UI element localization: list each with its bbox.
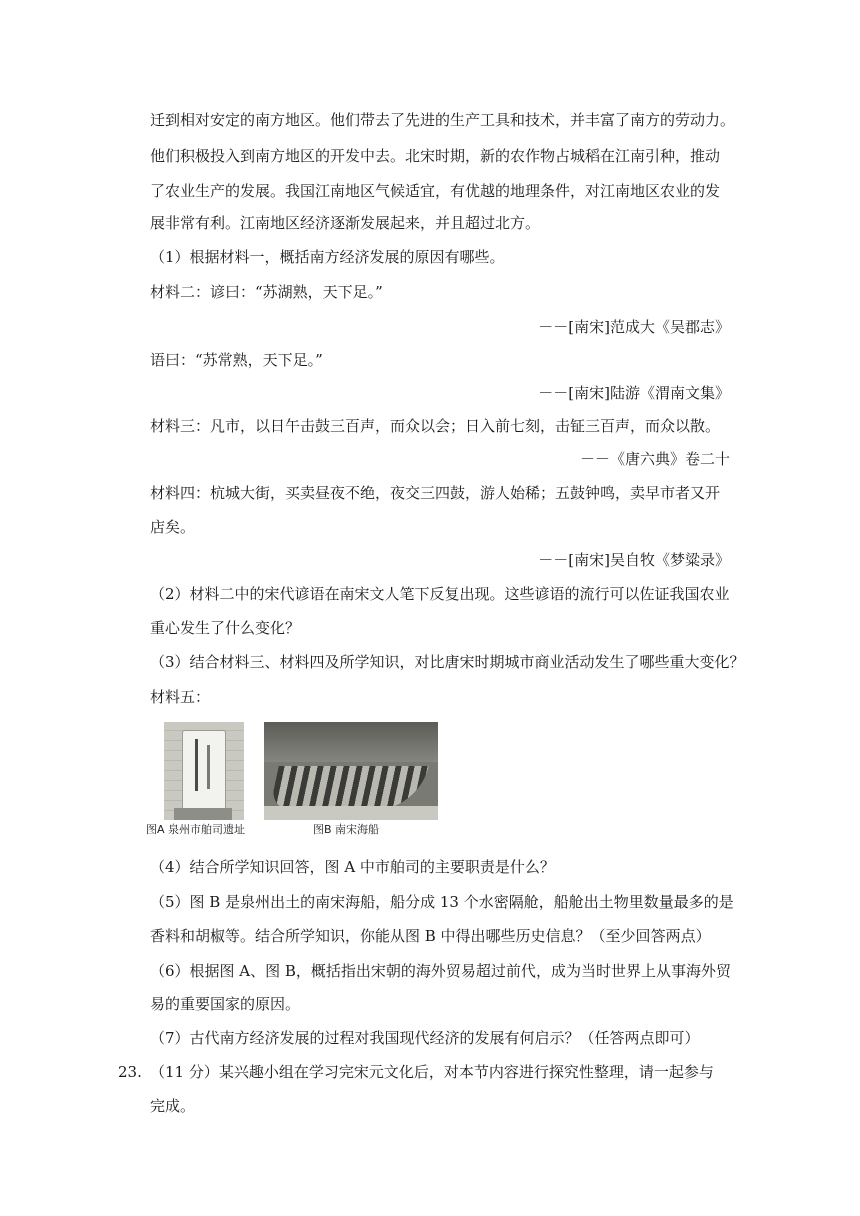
text-line: 语曰：“苏常熟，天下足。” [150,351,323,369]
question-3: （3）结合材料三、材料四及所学知识，对比唐宋时期城市商业活动发生了哪些重大变化？ [150,653,745,671]
question-23: （11 分）某兴趣小组在学习完宋元文化后，对本节内容进行探究性整理，请一起参与 [150,1063,714,1081]
figure-b-caption: 图B 南宋海船 [313,823,380,836]
source-citation: －－[南宋]陆游《渭南文集》 [538,384,730,402]
question-1: （1）根据材料一，概括南方经济发展的原因有哪些。 [150,248,505,266]
question-number: 23. [118,1063,142,1081]
text-line: 香料和胡椒等。结合所学知识，你能从图 B 中得出哪些历史信息？（至少回答两点） [150,927,711,945]
material-2: 材料二：谚曰：“苏湖熟，天下足。” [150,283,383,301]
material-3: 材料三：凡市，以日午击鼓三百声，而众以会；日入前七刻，击钲三百声，而众以散。 [150,417,721,435]
figure-a-stele-image [164,722,244,820]
text-line: 易的重要国家的原因。 [150,995,301,1013]
source-citation: －－《唐六典》卷二十 [579,450,730,468]
question-2: （2）材料二中的宋代谚语在南宋文人笔下反复出现。这些谚语的流行可以佐证我国农业 [150,585,730,603]
figure-b-ship-image [264,722,438,820]
source-citation: －－[南宋]吴自牧《梦粱录》 [538,551,730,569]
question-7: （7）古代南方经济发展的过程对我国现代经济的发展有何启示？（任答两点即可） [150,1029,700,1047]
question-6: （6）根据图 A、图 B，概括指出宋朝的海外贸易超过前代，成为当时世界上从事海外贸 [150,962,731,980]
material-5: 材料五： [150,688,211,706]
text-line: 店矣。 [150,518,196,536]
text-line: 重心发生了什么变化？ [150,619,301,637]
text-line: 迁到相对安定的南方地区。他们带去了先进的生产工具和技术，并丰富了南方的劳动力。 [150,111,736,129]
figure-a-caption: 图A 泉州市舶司遗址 [146,823,246,836]
text-line: 他们积极投入到南方地区的开发中去。北宋时期，新的农作物占城稻在江南引种，推动 [150,147,721,165]
question-4: （4）结合所学知识回答，图 A 中市舶司的主要职责是什么？ [150,858,555,876]
text-line: 展非常有利。江南地区经济逐渐发展起来，并且超过北方。 [150,214,541,232]
text-line: 完成。 [150,1097,196,1115]
source-citation: －－[南宋]范成大《吴郡志》 [538,318,730,336]
question-5: （5）图 B 是泉州出土的南宋海船，船分成 13 个水密隔舱，船舱出土物里数量最多的是 [150,893,734,911]
text-line: 了农业生产的发展。我国江南地区气候适宜，有优越的地理条件，对江南地区农业的发 [150,182,721,200]
material-4: 材料四：杭城大街，买卖昼夜不绝，夜交三四鼓，游人始稀；五鼓钟鸣，卖早市者又开 [150,484,721,502]
